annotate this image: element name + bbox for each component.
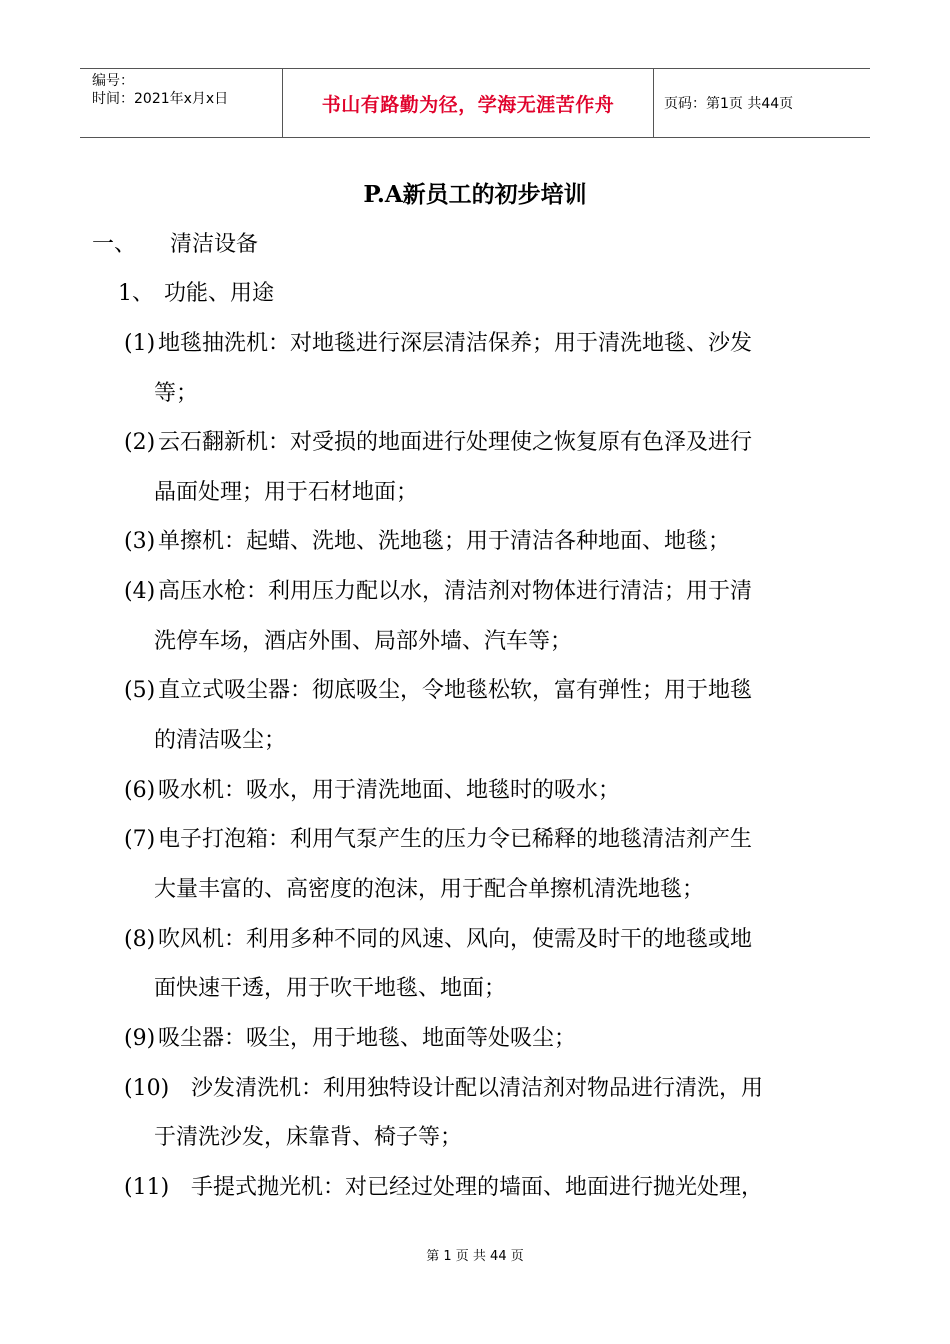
item-number: (5) — [124, 678, 156, 703]
section-number: 一、 — [92, 232, 137, 257]
item-text: 地毯抽洗机：对地毯进行深层清洁保养；用于清洗地毯、沙发 — [158, 331, 753, 356]
item-text: 吹风机：利用多种不同的风速、风向，使需及时干的地毯或地 — [158, 927, 753, 952]
document-title: P.A新员工的初步培训 — [363, 181, 587, 208]
item-text: 云石翻新机：对受损的地面进行处理使之恢复原有色泽及进行 — [158, 430, 753, 455]
item-number: (3) — [124, 529, 156, 554]
subsection-label: 功能、用途 — [164, 281, 275, 306]
item-text: 高压水枪：利用压力配以水，清洁剂对物体进行清洁；用于清 — [158, 579, 753, 604]
item-number: (10) — [124, 1076, 170, 1101]
item-text: 单擦机：起蜡、洗地、洗地毯；用于清洁各种地面、地毯； — [158, 529, 731, 554]
item-text-continued: 等； — [154, 381, 199, 406]
subsection-number: 1、 — [118, 281, 154, 306]
number-label: 编号： — [92, 73, 134, 89]
header-motto: 书山有路勤为径，学海无涯苦作舟 — [282, 69, 654, 137]
item-text: 沙发清洗机：利用独特设计配以清洁剂对物品进行清洗，用 — [191, 1076, 764, 1101]
section-label: 清洁设备 — [170, 232, 259, 257]
header-page-info: 页码：第1页 共44页 — [664, 96, 794, 112]
item-number: (11) — [124, 1175, 170, 1200]
item-number: (2) — [124, 430, 156, 455]
time-label: 时间：2021年x月x日 — [92, 91, 229, 107]
item-text-continued: 洗停车场，酒店外围、局部外墙、汽车等； — [154, 629, 573, 654]
item-number: (1) — [124, 331, 156, 356]
item-text: 吸水机：吸水，用于清洗地面、地毯时的吸水； — [158, 778, 621, 803]
header-meta — [80, 69, 282, 137]
item-text: 电子打泡箱：利用气泵产生的压力令已稀释的地毯清洁剂产生 — [158, 827, 753, 852]
item-text-continued: 面快速干透，用于吹干地毯、地面； — [154, 976, 507, 1001]
item-number: (6) — [124, 778, 156, 803]
item-text: 直立式吸尘器：彻底吸尘，令地毯松软，富有弹性；用于地毯 — [158, 678, 753, 703]
page-header — [80, 68, 870, 138]
item-text-continued: 的清洁吸尘； — [154, 728, 287, 753]
item-number: (4) — [124, 579, 156, 604]
item-text: 吸尘器：吸尘，用于地毯、地面等处吸尘； — [158, 1026, 577, 1051]
item-text-continued: 晶面处理；用于石材地面； — [154, 480, 419, 505]
page-footer: 第 1 页 共 44 页 — [426, 1249, 524, 1264]
subsection-heading — [118, 279, 274, 309]
section-heading — [92, 230, 258, 260]
item-text-continued: 于清洗沙发，床靠背、椅子等； — [154, 1125, 463, 1150]
item-text-continued: 大量丰富的、高密度的泡沫，用于配合单擦机清洗地毯； — [154, 877, 705, 902]
item-number: (7) — [124, 827, 156, 852]
item-text: 手提式抛光机：对已经过处理的墙面、地面进行抛光处理， — [191, 1175, 764, 1200]
item-number: (9) — [124, 1026, 156, 1051]
item-number: (8) — [124, 927, 156, 952]
